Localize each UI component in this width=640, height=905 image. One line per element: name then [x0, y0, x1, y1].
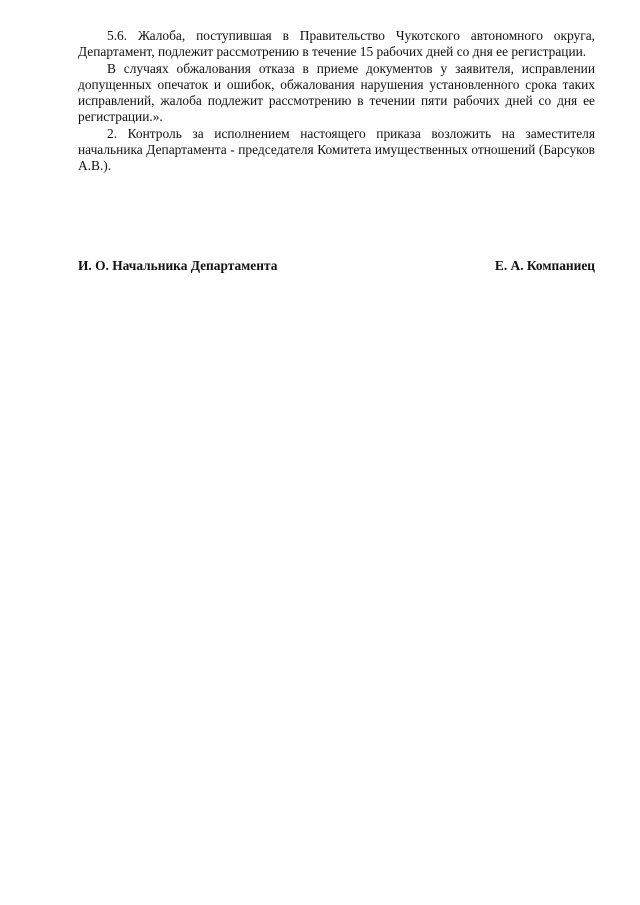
paragraph-complaint-review-period: 5.6. Жалоба, поступившая в Правительство Чукотского автономного округа, Департамент, подлежит рассмотрению в течение 15 рабочих дней со дня ее регистрации. — [78, 28, 595, 60]
paragraph-refusal-complaint: В случаях обжалования отказа в приеме документов у заявителя, исправлении допущенных опечаток и ошибок, обжалования нарушения установленного срока таких исправлений, жалоба подлежит рассмотрению в течении пяти рабочих дней со дня ее регистрации.». — [78, 60, 595, 125]
signatory-position: И. О. Начальника Департамента — [78, 258, 278, 273]
signature-block — [78, 258, 595, 274]
signatory-name: Е. А. Компаниец — [494, 258, 595, 273]
document-body — [78, 28, 595, 175]
paragraph-order-control: 2. Контроль за исполнением настоящего приказа возложить на заместителя начальника Департамента - председателя Комитета имущественных отношений (Барсуков А.В.). — [78, 125, 595, 174]
